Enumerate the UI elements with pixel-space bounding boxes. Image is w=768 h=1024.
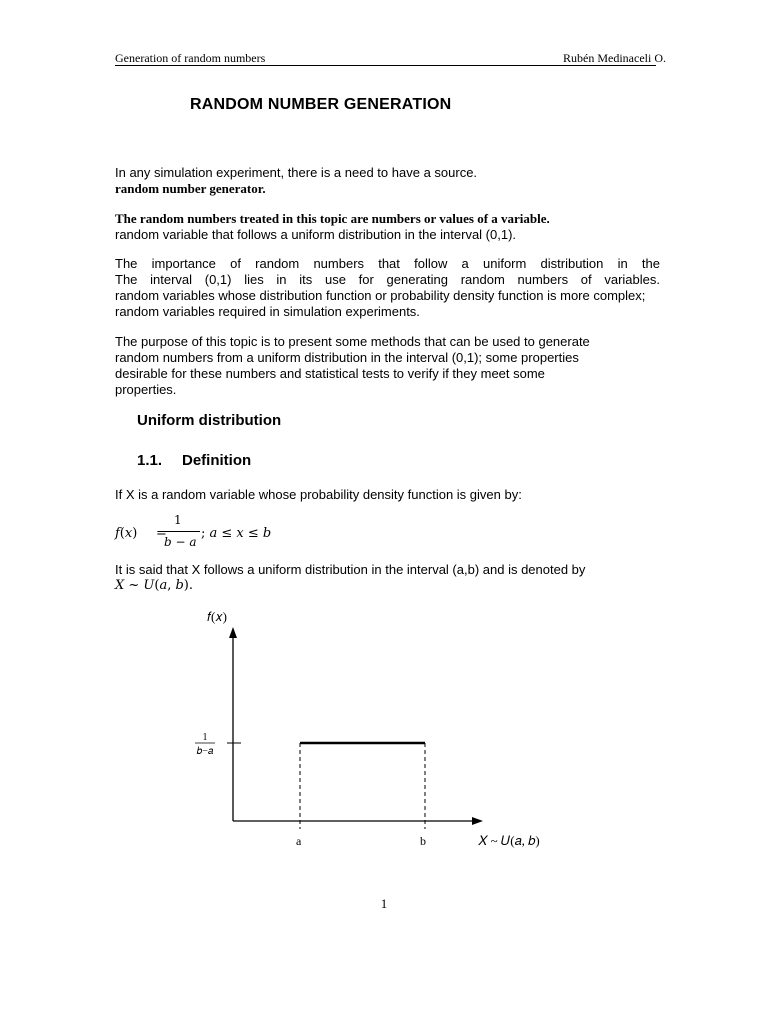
formula-lhs: 𝑓(𝑥) xyxy=(115,526,138,541)
statement-line-2: 𝑋 ~ 𝑈(𝑎, 𝑏). xyxy=(115,578,193,593)
para4-line-3: desirable for these numbers and statistical tests to verify if they meet some xyxy=(115,366,545,381)
subsection-title: Definition xyxy=(182,452,252,469)
para3-line-4: random variables required in simulation experiments. xyxy=(115,304,420,319)
para4-line-1: The purpose of this topic is to present some methods that can be used to generate xyxy=(115,334,590,349)
subsection-number: 1.1. xyxy=(137,452,163,469)
formula-denominator: 𝑏 − 𝑎 xyxy=(164,535,197,549)
para3-line-1: The importance of random numbers that follow a uniform distribution in the xyxy=(115,256,660,271)
x-tick-label-b: b xyxy=(420,834,426,848)
formula-equals: = xyxy=(156,526,167,541)
para2-line-2: random variable that follows a uniform distribution in the interval (0,1). xyxy=(115,227,517,242)
para3-line-2: The interval (0,1) lies in its use for generating random numbers of variables. xyxy=(115,272,660,287)
y-axis-label: 𝑓(𝑥) xyxy=(207,609,227,624)
y-tick-label-denominator: 𝑏−𝑎 xyxy=(196,746,214,757)
para4-line-2: random numbers from a uniform distribution in the interval (0,1); some properties xyxy=(115,350,579,365)
intro-line-1: In any simulation experiment, there is a need to have a source. xyxy=(115,165,478,180)
x-axis-label: 𝑋 ~ 𝑈(𝑎, 𝑏) xyxy=(478,833,540,848)
x-axis-arrow xyxy=(472,817,483,825)
para4-line-4: properties. xyxy=(115,382,177,397)
section-heading: Uniform distribution xyxy=(137,412,282,429)
page-title: RANDOM NUMBER GENERATION xyxy=(190,96,452,113)
y-tick-label-numerator: 1 xyxy=(202,732,208,743)
header-right: Rubén Medinaceli O. xyxy=(563,51,666,65)
formula-condition: ; 𝑎 ≤ 𝑥 ≤ 𝑏 xyxy=(201,526,272,541)
intro-line-2: random number generator. xyxy=(115,181,266,196)
header-left: Generation of random numbers xyxy=(115,51,266,65)
formula-numerator: 1 xyxy=(174,513,182,527)
page-number: 1 xyxy=(380,896,388,911)
definition-intro: If X is a random variable whose probability density function is given by: xyxy=(115,487,522,502)
statement-line-1: It is said that X follows a uniform distribution in the interval (a,b) and is denoted by xyxy=(115,562,586,577)
para3-line-3: random variables whose distribution function or probability density function is more complex; xyxy=(115,288,646,303)
para2-line-1: The random numbers treated in this topic are numbers or values of a variable. xyxy=(115,211,550,226)
x-tick-label-a: a xyxy=(296,834,302,848)
y-axis-arrow xyxy=(229,627,237,638)
